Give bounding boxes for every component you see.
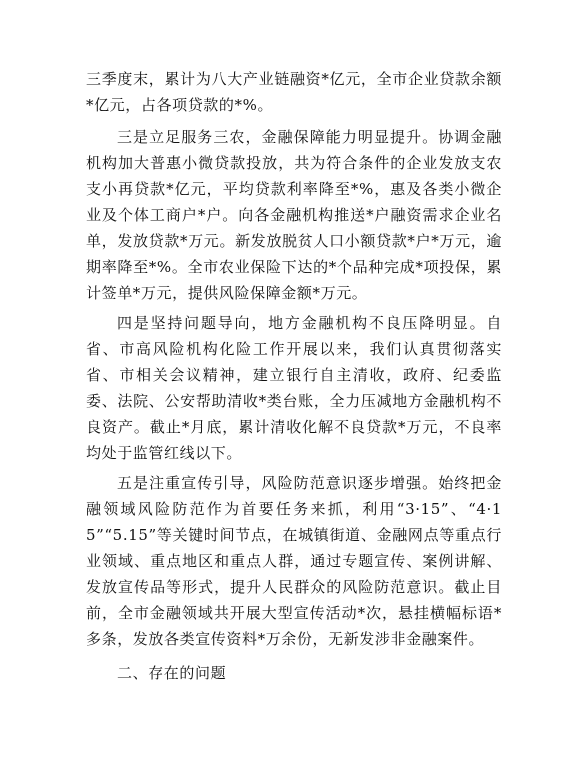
section-heading: 二、存在的问题	[117, 664, 227, 682]
paragraph-publicity: 五是注重宣传引导，风险防范意识逐步增强。始终把金融领域风险防范作为首要任务来抓，利用“3·15”、“4·15”“5.15”等关键时间节点，在城镇街道、金融网点等重点行业领域、重点地区和重点人群，通过专题宣传、案例讲解、发放宣传品等形式，提升人民群众的风险防范意识。截止目前，全市金融领域共开展大型宣传活动*次，悬挂横幅标语*多条，发放各类宣传资料*万余份，无新发涉非金融案件。	[86, 474, 502, 648]
paragraph-continuation: 三季度末，累计为八大产业链融资*亿元，全市企业贷款余额*亿元，占各项贷款的*%。	[86, 70, 502, 114]
paragraph-bad-loans: 四是坚持问题导向，地方金融机构不良压降明显。自省、市高风险机构化险工作开展以来，我们认真贯彻落实省、市相关会议精神，建立银行自主清收，政府、纪委监委、法院、公安帮助清收*类台账，全力压减地方金融机构不良资产。截止*月底，累计清收化解不良贷款*万元，不良率均处于监管红线以下。	[86, 314, 502, 462]
document-page	[86, 66, 502, 686]
paragraph-rural-finance: 三是立足服务三农，金融保障能力明显提升。协调金融机构加大普惠小微贷款投放，共为符合条件的企业发放支农支小再贷款*亿元，平均贷款利率降至*%，惠及各类小微企业及个体工商户*户。向各金融机构推送*户融资需求企业名单，发放贷款*万元。新发放脱贫人口小额贷款*户*万元，逾期率降至*%。全市农业保险下达的*个品种完成*项投保，累计签单*万元，提供风险保障金额*万元。	[86, 128, 502, 302]
